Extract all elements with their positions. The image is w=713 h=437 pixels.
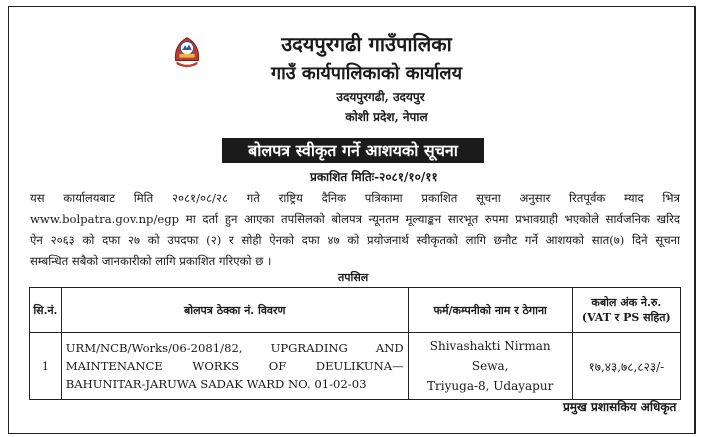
bid-table <box>29 287 681 400</box>
header-sn: सि.नं. <box>30 288 62 333</box>
header-amount-line2: (VAT र PS सहित) <box>581 311 671 324</box>
notice-title: बोलपत्र स्वीकृत गर्ने आशयको सूचना <box>222 138 484 163</box>
body-line: यस कार्यालयबाट मिति २०८१/०८/२८ गते राष्ट्रिय दैनिक पत्रिकामा प्रकाशित सूचना अनुसार रितपूर्वक म्याद भित्र <box>30 191 680 205</box>
firm-address: Triyuga-8, Udayapur <box>427 379 554 393</box>
notice-body <box>30 188 680 272</box>
office-address: उदयपुरगढी, उदयपुर <box>336 90 425 104</box>
header-description: बोलपत्र ठेक्का नं. विवरण <box>61 288 408 333</box>
header-firm: फर्म/कम्पनीको नाम र ठेगाना <box>408 288 572 333</box>
firm-name: Shivashakti Nirman Sewa, <box>429 339 551 373</box>
table-header-row <box>30 288 681 333</box>
published-date: प्रकाशित मितिः-२०८१/१०/११ <box>310 170 438 184</box>
cell-sn: 1 <box>30 333 62 400</box>
details-heading: तपसिल <box>338 271 369 284</box>
signature-title: प्रमुख प्रशासकिय अधिकृत <box>563 400 677 414</box>
body-line: सम्बन्धित सबैको जानकारीको लागि प्रकाशित गरिएको छ । <box>30 254 272 268</box>
table-row <box>30 333 681 400</box>
body-line: www.bolpatra.gov.np/egp मा दर्ता हुन आएका तपसिलको बोलपत्र न्यूनतम मूल्याङ्कन सारभूत रुपमा प्रभावग्राही भएकोले सार्वजनिक खरिद <box>30 212 680 226</box>
office-name: गाउँ कार्यपालिकाको कार्यालय <box>270 63 463 84</box>
province-name: कोशी प्रदेश, नेपाल <box>345 110 428 124</box>
cell-amount: १७,४३,७८,८२३/- <box>572 333 680 400</box>
header-amount <box>572 288 680 333</box>
cell-firm <box>408 333 572 400</box>
cell-description: URM/NCB/Works/06-2081/82, UPGRADING AND MAINTENANCE WORKS OF DEULIKUNA—BAHUNITAR-JARUWA SADAK WARD NO. 01-02-03 <box>61 333 408 400</box>
municipality-name: उदयपुरगढी गाउँपालिका <box>281 32 452 56</box>
header-amount-line1: कबोल अंक ने.रु. <box>591 296 662 309</box>
body-line: ऐन २०६३ को दफा २७ को उपदफा (२) र सोही ऐनको दफा ४७ को प्रयोजनार्थ स्वीकृतको लागि छनौट गर्ने आशयको सात(७) दिने सूचना <box>30 233 680 247</box>
